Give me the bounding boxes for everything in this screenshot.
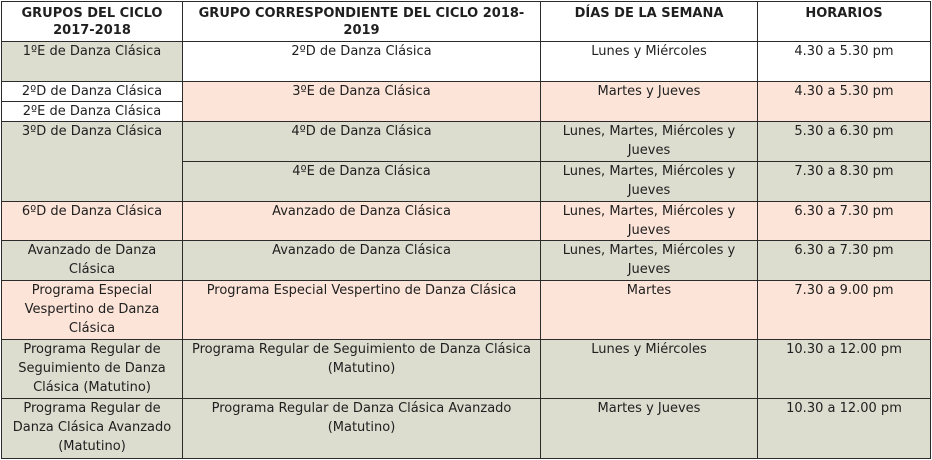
cell-time: 7.30 a 8.30 pm bbox=[758, 162, 931, 202]
cell-days: Lunes, Martes, Miércoles y Jueves bbox=[541, 241, 758, 281]
cell-days: Martes y Jueves bbox=[541, 399, 758, 459]
table-row bbox=[2, 42, 931, 82]
header-groups-2017-2018: GRUPOS DEL CICLO 2017-2018 bbox=[2, 2, 183, 42]
cell-time: 5.30 a 6.30 pm bbox=[758, 122, 931, 162]
table-row bbox=[2, 340, 931, 399]
cell-group: Programa Especial Vespertino de Danza Clásica bbox=[183, 281, 541, 340]
table-row bbox=[2, 82, 931, 102]
cell-group: Programa Regular de Seguimiento de Danza Clásica (Matutino) bbox=[183, 340, 541, 399]
table-row bbox=[2, 399, 931, 459]
cell-group: Avanzado de Danza Clásica bbox=[183, 202, 541, 241]
cell-group: 2ºD de Danza Clásica bbox=[183, 42, 541, 82]
cell-group: 4ºD de Danza Clásica bbox=[183, 122, 541, 162]
cell-group: Programa Regular de Danza Clásica Avanzado (Matutino) bbox=[183, 399, 541, 459]
cell-time: 10.30 a 12.00 pm bbox=[758, 399, 931, 459]
cell-days: Lunes, Martes, Miércoles y Jueves bbox=[541, 162, 758, 202]
cell-days: Lunes, Martes, Miércoles y Jueves bbox=[541, 122, 758, 162]
table-row bbox=[2, 241, 931, 281]
cell-prev-group: 1ºE de Danza Clásica bbox=[2, 42, 183, 82]
table-row bbox=[2, 202, 931, 241]
header-groups-2018-2019: GRUPO CORRESPONDIENTE DEL CICLO 2018-2019 bbox=[183, 2, 541, 42]
cell-days: Martes y Jueves bbox=[541, 82, 758, 122]
cell-time: 4.30 a 5.30 pm bbox=[758, 82, 931, 122]
cell-group: 4ºE de Danza Clásica bbox=[183, 162, 541, 202]
table-row bbox=[2, 281, 931, 340]
header-schedule: HORARIOS bbox=[758, 2, 931, 42]
cell-prev-group: 2ºD de Danza Clásica bbox=[2, 82, 183, 102]
cell-time: 4.30 a 5.30 pm bbox=[758, 42, 931, 82]
header-row bbox=[2, 2, 931, 42]
cell-time: 7.30 a 9.00 pm bbox=[758, 281, 931, 340]
cell-days: Lunes y Miércoles bbox=[541, 42, 758, 82]
cell-days: Martes bbox=[541, 281, 758, 340]
schedule-table bbox=[1, 1, 931, 459]
table-row bbox=[2, 122, 931, 162]
cell-time: 6.30 a 7.30 pm bbox=[758, 202, 931, 241]
cell-prev-group: Programa Especial Vespertino de Danza Clásica bbox=[2, 281, 183, 340]
cell-days: Lunes, Martes, Miércoles y Jueves bbox=[541, 202, 758, 241]
cell-group: 3ºE de Danza Clásica bbox=[183, 82, 541, 122]
cell-group: Avanzado de Danza Clásica bbox=[183, 241, 541, 281]
cell-prev-group: Programa Regular de Danza Clásica Avanzado (Matutino) bbox=[2, 399, 183, 459]
cell-time: 10.30 a 12.00 pm bbox=[758, 340, 931, 399]
cell-time: 6.30 a 7.30 pm bbox=[758, 241, 931, 281]
cell-prev-group: 3ºD de Danza Clásica bbox=[2, 122, 183, 202]
cell-prev-group: 2ºE de Danza Clásica bbox=[2, 102, 183, 122]
cell-prev-group: Avanzado de Danza Clásica bbox=[2, 241, 183, 281]
cell-prev-group: Programa Regular de Seguimiento de Danza Clásica (Matutino) bbox=[2, 340, 183, 399]
cell-days: Lunes y Miércoles bbox=[541, 340, 758, 399]
cell-prev-group: 6ºD de Danza Clásica bbox=[2, 202, 183, 241]
header-days: DÍAS DE LA SEMANA bbox=[541, 2, 758, 42]
